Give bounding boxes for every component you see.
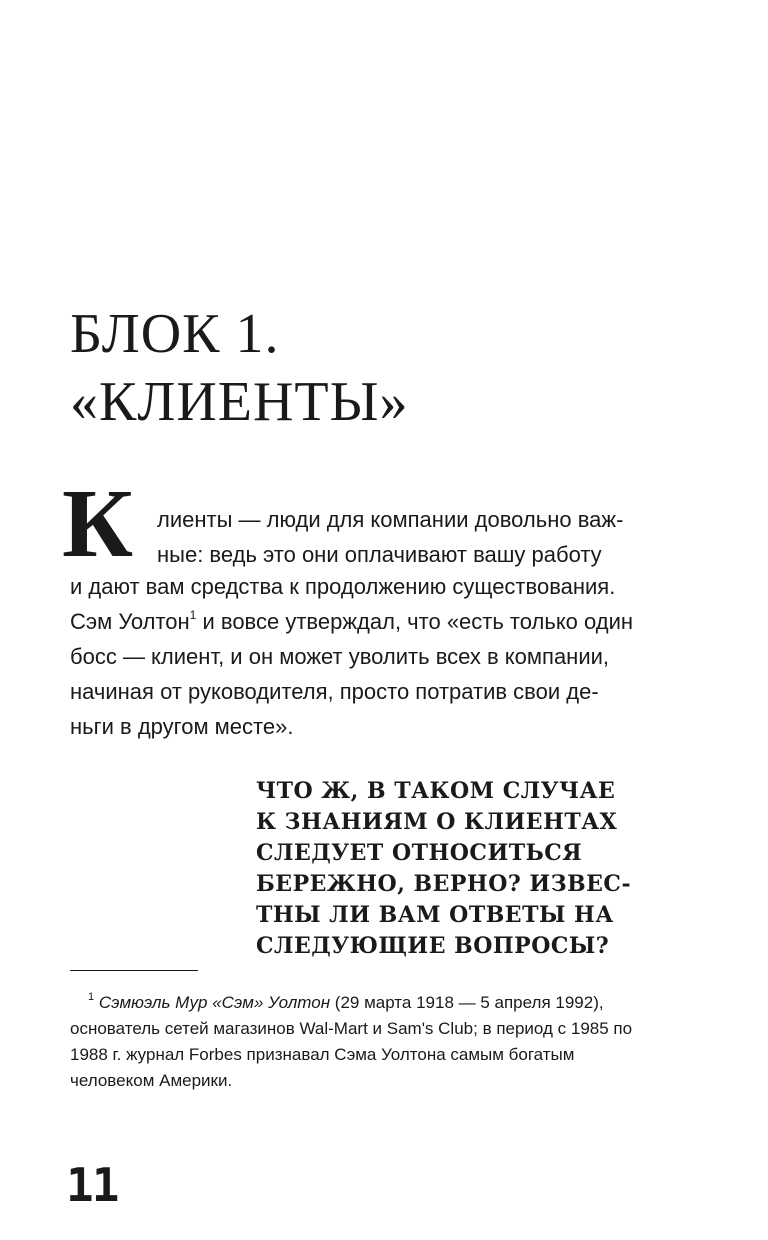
page-number: 11 bbox=[66, 1158, 118, 1212]
body-text-line-6: начиная от руководителя, просто потратив свои де- bbox=[70, 679, 599, 704]
chapter-title-line-1: БЛОК 1. bbox=[70, 303, 280, 365]
callout-line-3: СЛЕДУЕТ ОТНОСИТЬСЯ bbox=[256, 840, 583, 866]
body-text-line-7: ньги в другом месте». bbox=[70, 714, 294, 739]
callout-line-2: К ЗНАНИЯМ О КЛИЕНТАХ bbox=[256, 809, 618, 835]
callout-line-6: СЛЕДУЮЩИЕ ВОПРОСЫ? bbox=[256, 933, 610, 959]
drop-cap-letter: К bbox=[62, 470, 132, 578]
body-text-line-4 bbox=[70, 607, 633, 637]
footnote-text: (29 марта 1918 — 5 апреля 1992), основатель сетей магазинов Wal-Mart и Sam's Club; в период с 1985 по 1988 г. журнал Forbes признавал Сэма Уолтона самым богатым человеком Америки. bbox=[70, 993, 633, 1090]
body-text-line-5: босс — клиент, и он может уволить всех в компании, bbox=[70, 644, 610, 669]
footnote-reference: 1 bbox=[189, 608, 197, 622]
body-text-line-2: ные: ведь это они оплачивают вашу работу bbox=[157, 542, 602, 567]
body-text-line-4-end: и вовсе утверждал, что «есть только один bbox=[196, 609, 634, 634]
callout-line-4: БЕРЕЖНО, ВЕРНО? ИЗВЕС- bbox=[256, 871, 632, 897]
chapter-title bbox=[70, 300, 408, 436]
footnote-divider bbox=[70, 970, 198, 971]
footnote bbox=[70, 990, 645, 1094]
footnote-person-name: Сэмюэль Мур «Сэм» Уолтон bbox=[98, 993, 331, 1012]
chapter-title-line-2: «КЛИЕНТЫ» bbox=[70, 371, 409, 433]
callout-line-5: ТНЫ ЛИ ВАМ ОТВЕТЫ НА bbox=[256, 902, 614, 928]
callout-quote bbox=[256, 776, 631, 962]
body-text-line-4-start: Сэм Уолтон bbox=[70, 609, 190, 634]
callout-line-1: ЧТО Ж, В ТАКОМ СЛУЧАЕ bbox=[256, 778, 616, 804]
footnote-number: 1 bbox=[88, 991, 95, 1003]
body-text-line-3: и дают вам средства к продолжению существования. bbox=[70, 574, 616, 599]
body-text-line-1: лиенты — люди для компании довольно важ- bbox=[157, 507, 624, 532]
